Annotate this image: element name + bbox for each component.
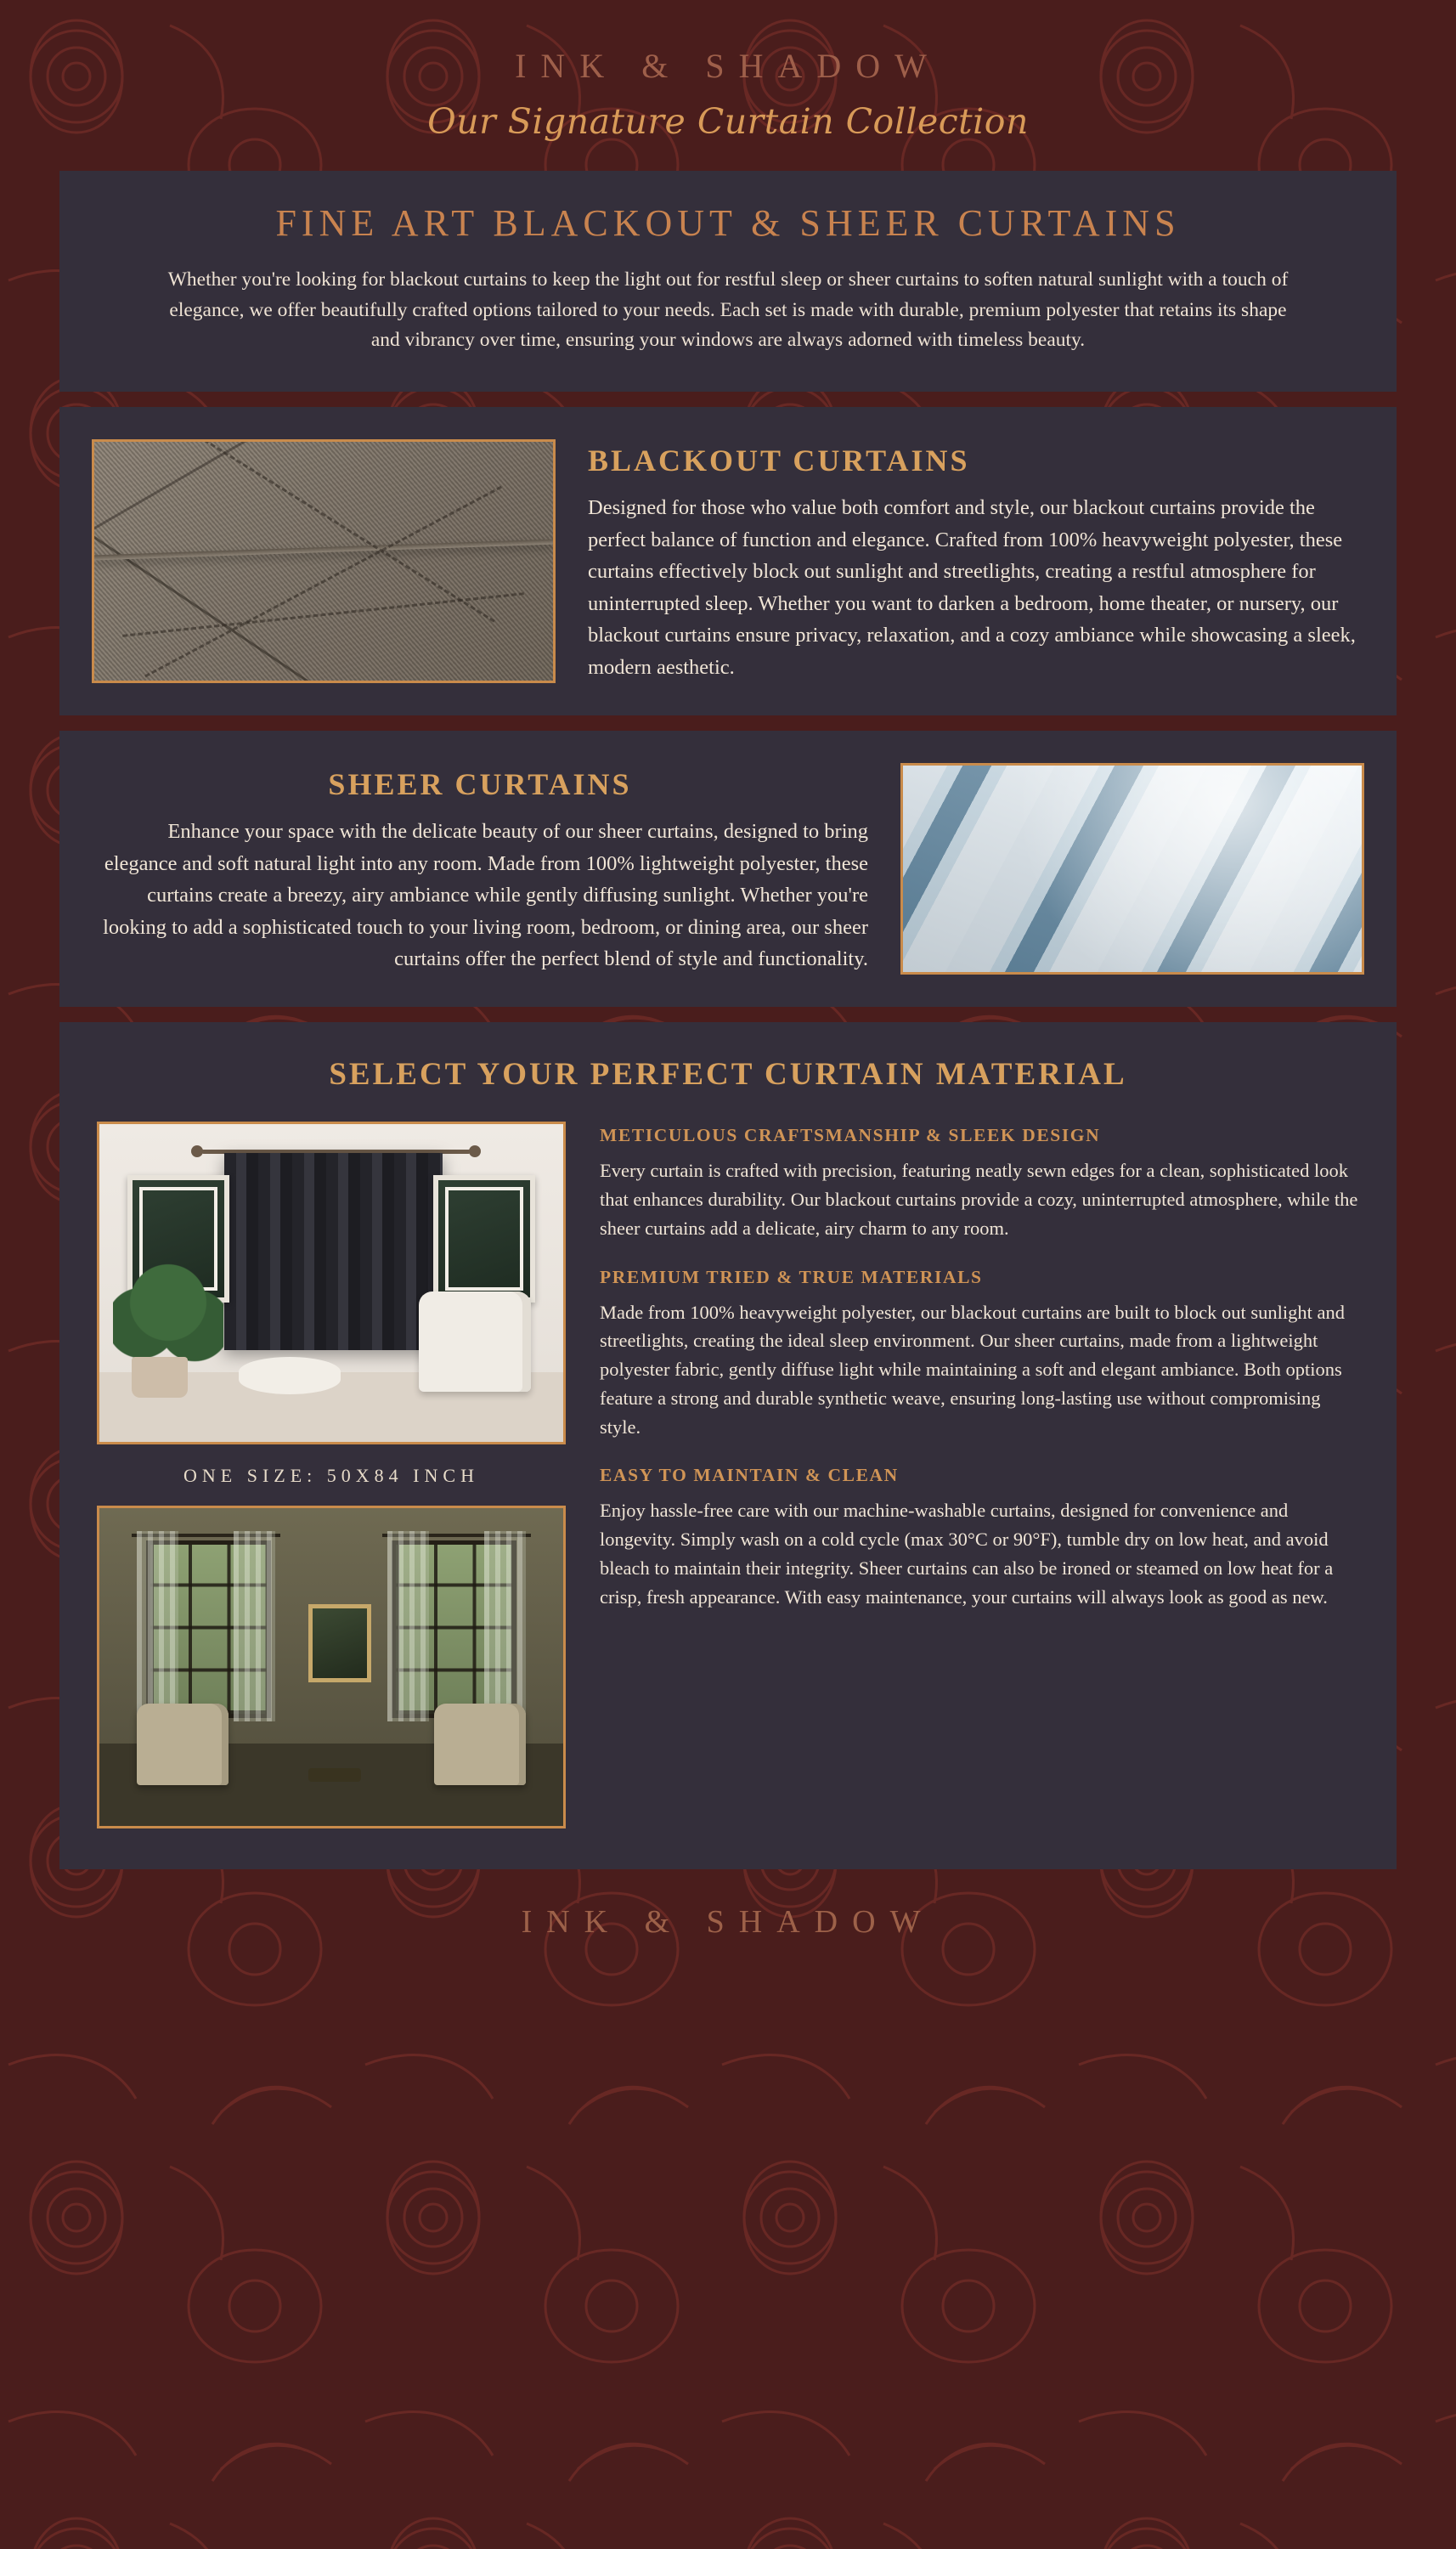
brand-name-bottom: INK & SHADOW [521, 1904, 935, 1941]
header [0, 0, 1456, 142]
brand-tagline: Our Signature Curtain Collection [427, 101, 1029, 142]
section-blackout-curtains [59, 407, 1397, 715]
feature-craftsmanship [600, 1125, 1359, 1242]
section-title-blackout: BLACKOUT CURTAINS [588, 444, 970, 478]
material-features-column [600, 1122, 1359, 1635]
feature-title: EASY TO MAINTAIN & CLEAN [600, 1465, 899, 1486]
section-body-sheer: Enhance your space with the delicate beauty of our sheer curtains, designed to bring elegance and soft natural light into any room. Made from 100% lightweight polyester, these curtains create a breezy, airy ambiance while gently diffusing sunlight. Whether you're looking to add a sophisticated touch to your living room, bedroom, or dining area, our sheer curtains offer the perfect blend of style and functionality. [103, 820, 868, 970]
brand-name-top: INK & SHADOW [515, 47, 941, 85]
blackout-curtain-room-image [97, 1122, 566, 1444]
intro-paragraph: Whether you're looking for blackout curtains to keep the light out for restful sleep or sheer curtains to soften natural sunlight with a touch of elegance, we offer beautifully crafted options tailored to your needs. Each set is made with durable, premium polyester that retains its shape and vibrancy over time, ensuring your windows are always adorned with timeless beauty. [167, 268, 1289, 352]
sheer-curtain-room-image [97, 1506, 566, 1828]
page-title: FINE ART BLACKOUT & SHEER CURTAINS [275, 202, 1181, 244]
blackout-fabric-closeup-image [92, 439, 556, 683]
material-section [59, 1022, 1397, 1869]
feature-maintenance [600, 1465, 1359, 1611]
feature-body: Made from 100% heavyweight polyester, our blackout curtains are built to block out sunlight and streetlights, creating the ideal sleep environment. Our sheer curtains, made from a lightweight polyester fabric, gently diffuse light while maintaining a soft and elegant ambiance. Both options feature a strong and durable synthetic weave, ensuring long-lasting use without compromising style. [600, 1301, 1346, 1438]
feature-materials [600, 1267, 1359, 1442]
sheer-fabric-closeup-image [900, 763, 1364, 975]
feature-title: PREMIUM TRIED & TRUE MATERIALS [600, 1266, 983, 1287]
feature-title: METICULOUS CRAFTSMANSHIP & SLEEK DESIGN [600, 1125, 1101, 1146]
footer [0, 1869, 1456, 1980]
section-body-blackout: Designed for those who value both comfort and style, our blackout curtains provide the perfect balance of function and elegance. Crafted from 100% heavyweight polyester, these curtains effectively block out sunlight and streetlights, creating a restful atmosphere for uninterrupted sleep. Whether you want to darken a bedroom, home theater, or nursery, our blackout curtains ensure privacy, relaxation, and a cozy ambiance while showcasing a sleek, modern aesthetic. [588, 496, 1356, 679]
feature-body: Every curtain is crafted with precision, featuring neatly sewn edges for a clean, sophisticated look that enhances durability. Our blackout curtains provide a cozy, uninterrupted atmosphere, while the sheer curtains add a delicate, airy charm to any room. [600, 1160, 1358, 1239]
intro-panel [59, 171, 1397, 392]
section-title-sheer: SHEER CURTAINS [328, 767, 632, 802]
section-sheer-curtains [59, 731, 1397, 1007]
size-label: ONE SIZE: 50X84 INCH [183, 1465, 479, 1487]
material-image-column [97, 1122, 566, 1828]
material-heading: SELECT YOUR PERFECT CURTAIN MATERIAL [329, 1057, 1127, 1093]
feature-body: Enjoy hassle-free care with our machine-washable curtains, designed for convenience and longevity. Simply wash on a cold cycle (max 30°C or 90°F), tumble dry on low heat, and avoid bleach to maintain their integrity. Sheer curtains can also be ironed or steamed on low heat for a crisp, fresh appearance. With easy maintenance, your curtains will always look as good as new. [600, 1500, 1334, 1608]
